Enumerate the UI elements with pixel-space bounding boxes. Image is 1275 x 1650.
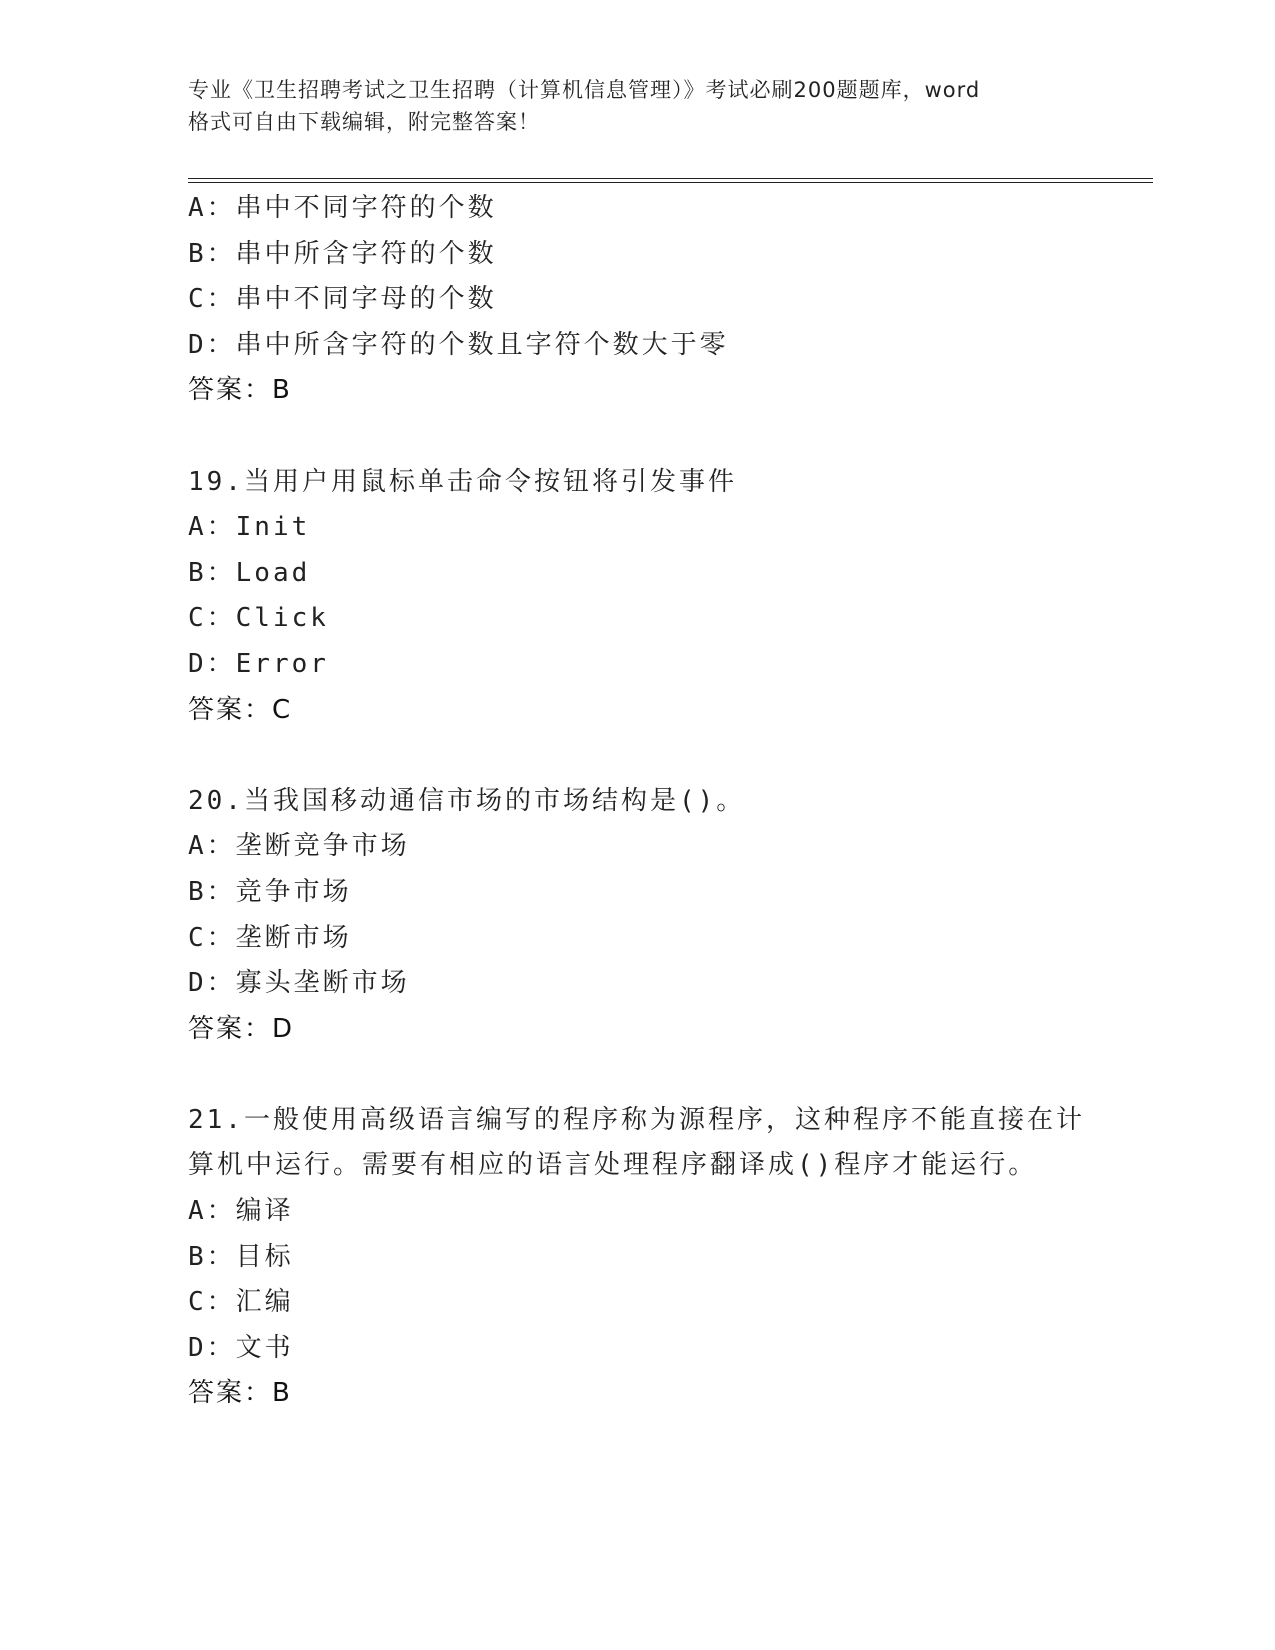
spacer [188,1052,1118,1098]
header-divider [188,178,1153,183]
option-b: B：Load [188,557,311,588]
answer-line: 答案：C [188,694,293,725]
option-c: C：串中不同字母的个数 [188,284,497,315]
question-text: 20.当我国移动通信市场的市场结构是()。 [188,785,746,816]
question-list [188,186,1118,1417]
question-text-line-2: 算机中运行。需要有相应的语言处理程序翻译成()程序才能运行。 [188,1150,1038,1181]
header-line-1: 专业《卫生招聘考试之卫生招聘（计算机信息管理）》考试必刷200题题库，word [188,78,981,102]
option-d: D：Error [188,648,329,679]
option-d: D：串中所含字符的个数且字符个数大于零 [188,329,729,360]
spacer [188,733,1118,779]
answer-line: 答案：B [188,375,292,406]
option-c: C：Click [188,603,329,634]
option-b: B：竞争市场 [188,876,352,907]
question-18 [188,186,1118,414]
spacer [188,414,1118,460]
option-d: D：文书 [188,1332,294,1363]
document-header [188,74,1088,138]
question-21 [188,1098,1118,1417]
option-b: B：目标 [188,1241,294,1272]
answer-line: 答案：D [188,1013,295,1044]
option-a: A：Init [188,512,311,543]
option-a: A：垄断竞争市场 [188,831,410,862]
question-19 [188,460,1118,734]
option-b: B：串中所含字符的个数 [188,238,497,269]
question-text-line-1: 21.一般使用高级语言编写的程序称为源程序，这种程序不能直接在计 [188,1104,1085,1135]
option-a: A：串中不同字符的个数 [188,193,497,223]
answer-line: 答案：B [188,1378,292,1409]
option-c: C：垄断市场 [188,922,352,953]
option-d: D：寡头垄断市场 [188,968,410,999]
option-c: C：汇编 [188,1287,294,1318]
question-text: 19.当用户用鼠标单击命令按钮将引发事件 [188,466,737,497]
header-line-2: 格式可自由下载编辑，附完整答案！ [188,110,540,134]
question-20 [188,779,1118,1053]
option-a: A：编译 [188,1196,294,1227]
